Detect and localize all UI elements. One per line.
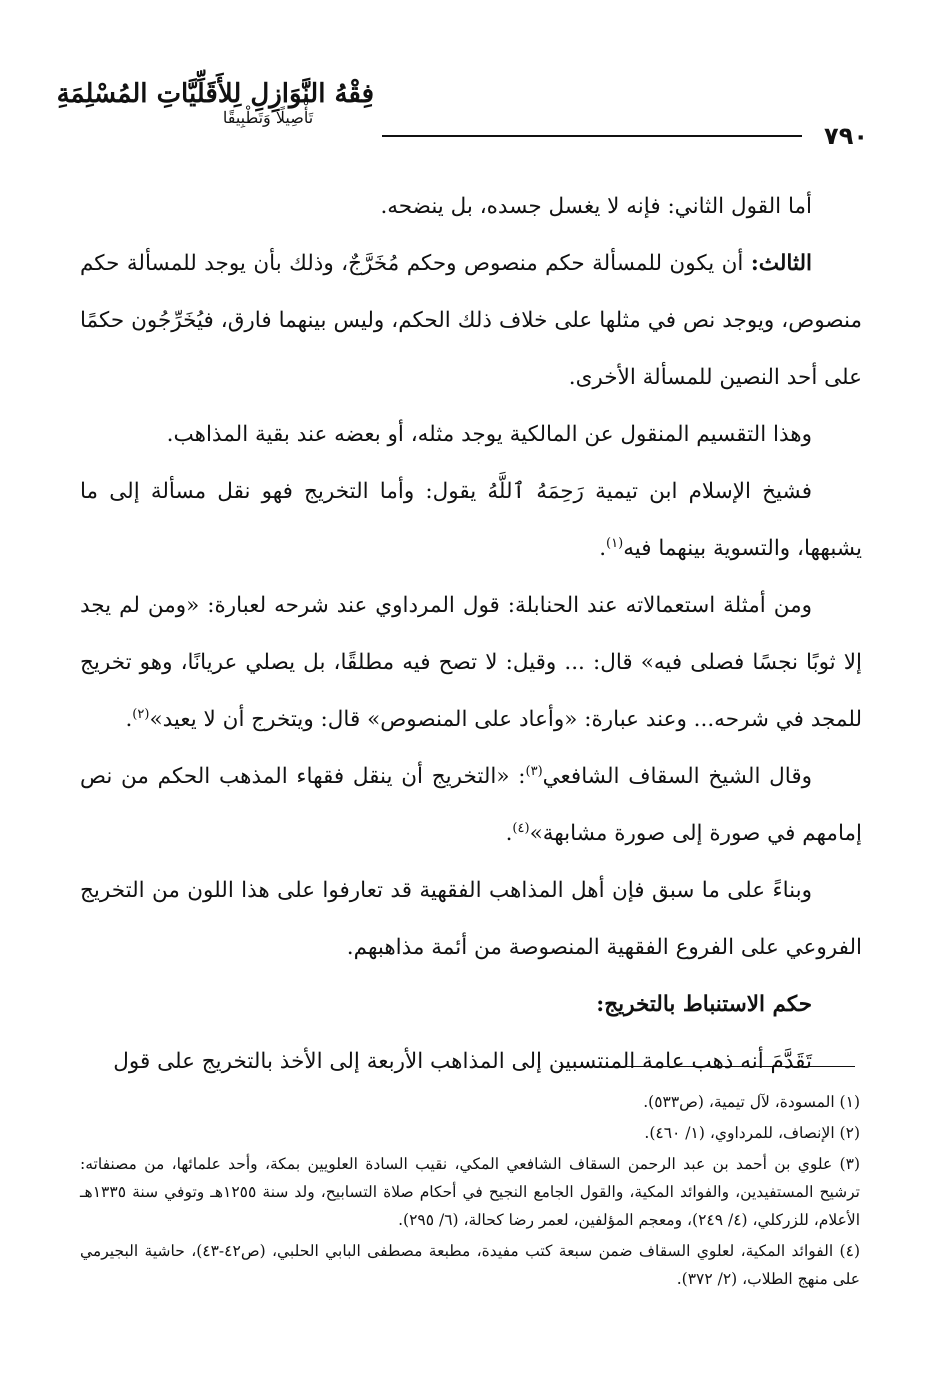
- footnote: (٣) علوي بن أحمد بن عبد الرحمن السقاف الشافعي المكي، نقيب السادة العلويين بمكة، وأحد علمائها، من مصنفاته: ترشيح المستفيدين، والفوائد المكية، والقول الجامع النجيح في أحكام صلاة التسابيح، ولد سنة ١٢٥٥هـ وتوفي سنة ١٣٣٥هـ الأعلام، للزركلي، (٤/ ٢٤٩)، ومعجم المؤلفين، لعمر رضا كحالة، (٦/ ٢٩٥).: [80, 1155, 860, 1229]
- paragraph-lead: الثالث:: [750, 251, 812, 276]
- footnote: (٤) الفوائد المكية، لعلوي السقاف ضمن سبعة كتب مفيدة، مطبعة مصطفى البابي الحلبي، (ص٤٢-٤٣)، حاشية البجيرمي على منهج الطلاب، (٢/ ٣٧٢).: [80, 1242, 860, 1288]
- paragraph-text: تَقَدَّمَ أنه ذهب عامة المنتسبين إلى المذاهب الأربعة إلى الأخذ بالتخريج على قول: [113, 1049, 812, 1074]
- paragraph: [80, 235, 862, 406]
- footnote-ref[interactable]: (٣): [525, 763, 543, 779]
- section-heading: حكم الاستنباط بالتخريج:: [596, 992, 812, 1017]
- paragraph-text: وقال الشيخ السقاف الشافعي: [542, 764, 812, 789]
- paragraph: [80, 748, 862, 862]
- footnote-rule: [559, 1066, 855, 1067]
- book-title: فِقْهُ النَّوَازِلِ لِلأَقَلِّيَّاتِ المُسْلِمَةِ: [56, 79, 374, 109]
- footnote-ref[interactable]: (٤): [512, 820, 530, 836]
- footnote-ref[interactable]: (١): [606, 535, 624, 551]
- paragraph-text: .: [125, 707, 133, 732]
- paragraph: [80, 178, 862, 235]
- footnote: (٢) الإنصاف، للمرداوي، (١/ ٤٦٠).: [644, 1124, 860, 1142]
- paragraph-text: وهذا التقسيم المنقول عن المالكية يوجد مثله، أو بعضه عند بقية المذاهب.: [166, 422, 812, 447]
- paragraph-text: .: [599, 536, 607, 561]
- paragraph-text: .: [505, 821, 513, 846]
- paragraph-text: وبناءً على ما سبق فإن أهل المذاهب الفقهية قد تعارفوا على هذا اللون من التخريج الفروعي على الفروع الفقهية المنصوصة من أئمة مذاهبهم.: [80, 878, 862, 960]
- running-header: [56, 78, 868, 156]
- paragraph: [80, 463, 862, 577]
- paragraph: [80, 862, 862, 976]
- book-title-block: [56, 79, 374, 127]
- footnote: (١) المسودة، لآل تيمية، (ص٥٣٣).: [643, 1093, 860, 1111]
- paragraph-text: أما القول الثاني: فإنه لا يغسل جسده، بل ينضحه.: [380, 194, 812, 219]
- main-text: [80, 178, 862, 1090]
- paragraph: [80, 406, 862, 463]
- book-subtitle: تَأْصِيلًا وَتَطْبِيقًا: [222, 107, 314, 127]
- paragraph-text: ومن أمثلة استعمالاته عند الحنابلة: قول المرداوي عند شرحه لعبارة: «ومن لم يجد إلا ثوبًا نجسًا فصلى فيه» قال: ... وقيل: لا تصح فيه مطلقًا، بل يصلي عريانًا، وهو تخريج للمجد في شرحه... وعند عبارة: «وأعاد على المنصوص» قال: ويتخرج أن لا يعيد»: [80, 593, 862, 732]
- header-rule: [382, 135, 802, 137]
- paragraph: [80, 1033, 862, 1090]
- page-number: ٧٩٠: [824, 122, 868, 150]
- footnotes: [80, 1088, 860, 1296]
- paragraph-text: فشيخ الإسلام ابن تيمية رَحِمَهُ ٱللَّهُ يقول: وأما التخريج فهو نقل مسألة إلى ما يشبهها، والتسوية بينهما فيه: [80, 479, 862, 561]
- paragraph: [80, 577, 862, 748]
- paragraph-text: : «التخريج أن ينقل فقهاء المذهب الحكم من نص إمامهم في صورة إلى صورة مشابهة»: [80, 764, 862, 846]
- footnote-ref[interactable]: (٢): [132, 706, 150, 722]
- paragraph-text: أن يكون للمسألة حكم منصوص وحكم مُخَرَّجٌ، وذلك بأن يوجد للمسألة حكم منصوص، ويوجد نص في مثلها على خلاف ذلك الحكم، وليس بينهما فارق، فيُخَرِّجُون حكمًا على أحد النصين للمسألة الأخرى.: [80, 251, 862, 390]
